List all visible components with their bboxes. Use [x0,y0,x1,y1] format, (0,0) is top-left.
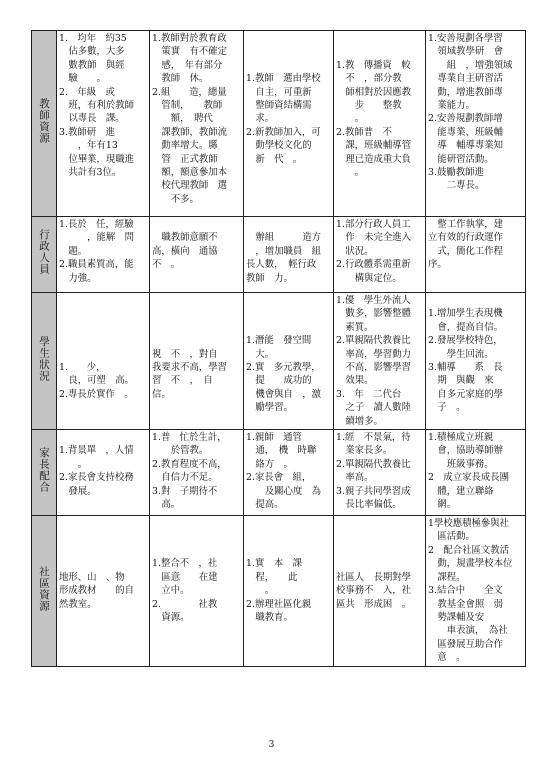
cell-text-line: 3. 年 二代台 [336,388,402,400]
table-cell [57,430,150,516]
cell-text-line: 不 ，部分教 [336,73,402,85]
cell-text-line: 新 代 。 [246,153,303,165]
cell-text-line: 勢課輔及安 [428,611,485,623]
cell-text-line: 校代理教師 選 [152,180,228,192]
cell-text-line: 絡方 。 [246,458,293,470]
cell-text-line: 共計有3位。 [59,167,122,179]
cell-text-line: 位畢業，現職進 [59,153,135,165]
cell-text-line: 視 不 ，對自 [152,348,218,360]
table-cell [334,430,426,516]
cell-text-line: 1.積極成立班親 [428,432,494,444]
cell-text-line: 2.單親隔代教養比 [336,335,411,347]
cell-text-line: 1.教師對於教育政 [152,33,227,44]
cell-text-line [336,32,423,45]
cell-text-line: 課教師，教師流 [152,126,228,138]
table-cell [57,293,150,430]
cell-text-line: 信。 [152,388,171,400]
cell-text-line: 3.教師研 進 [59,126,115,138]
cell-text-line: 2.實 多元教學， [246,362,321,374]
cell-text-line: 步 整教 [336,100,402,112]
cell-text-line: 作 未完全進入 [336,232,412,244]
cell-text-line: 整工作執掌，建 [428,219,504,230]
cell-text-line [59,530,147,543]
cell-text-line: 額，額意參加本 [152,167,228,179]
cell-text-line: ，增加職員 組 [246,245,322,257]
cell-text-line: 課程。 [428,571,466,583]
cell-text-line [152,321,241,334]
cell-text-line [428,294,523,307]
table-cell [334,31,426,217]
cell-text-line [246,45,331,58]
cell-text-line: 額， 聘代 [152,113,213,125]
cell-text-line: 長比率偏低。 [336,499,402,511]
cell-text-line: 題。 [59,245,88,257]
cell-text-line: 管 正式教師 [152,153,218,165]
table-body [32,31,526,667]
cell-text-line [59,321,147,334]
cell-text-line [246,218,331,231]
cell-text-line [246,294,331,307]
cell-text-line: 3.親子共同學習成 [336,485,411,497]
cell-text-line [246,530,331,543]
cell-text-line: 1.實 本 課 [246,558,302,570]
cell-text-line: 業能力。 [428,100,475,112]
cell-text-line: 學生回流。 [428,348,494,360]
cell-text-line [246,517,331,530]
cell-text-line: 2.家長會支持校務 [59,472,134,484]
cell-text-line: 及關心度 為 [246,485,322,497]
table-cell [244,31,334,217]
table-row-parents [32,430,526,516]
cell-text-line: 1學校應積極參與社 [428,518,509,530]
table-cell [334,293,426,430]
table-cell [150,31,244,217]
table-cell [244,217,334,293]
cell-text-line: 立中。 [152,585,190,597]
cell-text-line: 高，橫向 通協 [152,245,218,257]
cell-text-line: 率高。 [336,472,374,484]
cell-text-line: 驗 。 [59,73,106,85]
cell-text-line: 師相對於因應教 [336,86,412,98]
table-cell [244,293,334,430]
cell-text-line: 1.安善規劃各學習 [428,33,503,44]
cell-text-line: 以專長 課。 [59,113,125,125]
cell-text-line: 狀況。 [336,245,374,257]
cell-text-line [246,307,331,320]
cell-text-line: 車表演， 為社 [428,625,508,637]
cell-text-line: 勵學習。 [246,402,293,414]
cell-text-line: 1.潛能 發空間 [246,335,312,347]
cell-text-line: 3.鼓勵教師進 [428,167,484,179]
cell-text-line: ，能解 問 [59,232,135,244]
cell-text-line: 。 [336,113,365,125]
table-row-students [32,293,526,430]
row-category-label: 行政人員 [38,229,50,276]
cell-text-line: 1.親師 通管 [246,432,302,444]
table-cell [150,217,244,293]
cell-text-line: 不多。 [152,193,199,205]
table-cell [244,430,334,516]
table-cell [150,430,244,516]
cell-text-line: 2.家長會 組， [246,472,312,484]
row-category-header [32,516,57,666]
cell-text-line: 形成教材 的自 [59,585,135,597]
row-category-header [32,293,57,430]
cell-text-line: 2. 年級 或 [59,86,115,98]
cell-text-line: 大。 [246,348,275,360]
cell-text-line: 不 。 [152,259,181,271]
cell-text-line [246,32,331,45]
cell-text-line: 區發展互助合作 [428,638,504,650]
cell-text-line: 續增多。 [336,415,383,427]
swot-analysis-table [31,30,526,667]
cell-text-line: 數多，影響整體 [336,308,412,320]
cell-text-line: 感， 年有部分 [152,59,223,71]
cell-text-line [336,517,423,530]
cell-text-line [59,557,147,570]
cell-text-line: 領域教學研 會 [428,46,504,58]
cell-text-line [59,307,147,320]
cell-text-line: 。 [336,167,365,179]
cell-text-line: 教基金會照 弱 [428,598,504,610]
cell-text-line: 2.行政體系需重新 [336,259,411,271]
cell-text-line: 3.結合中 全文 [428,585,503,597]
table-cell [244,516,334,666]
cell-text-line: 班，有利於教師 [59,100,135,112]
cell-text-line: 1. 少， [59,362,106,374]
cell-text-line: 2.教師普 不 [336,126,392,138]
cell-text-line: 1.整合不 ，社 [152,558,218,570]
cell-text-line: 業家長多。 [336,445,393,457]
cell-text-line: 高。 [152,499,181,511]
cell-text-line: 自主，可重新 [246,86,312,98]
table-cell [426,293,526,430]
table-cell [426,430,526,516]
table-cell [150,293,244,430]
page-number: 3 [268,740,275,750]
cell-text-line: 專業自主研習活 [428,73,504,85]
cell-text-line: 2. 社教 [152,598,218,610]
cell-text-line [59,431,147,444]
table-cell [334,217,426,293]
cell-text-line: 於管教。 [152,445,209,457]
cell-text-line: 1.部分行政人員工 [336,219,411,230]
cell-text-line: 動，規畫學校本位 [428,558,513,570]
cell-text-line: 力強。 [59,272,97,284]
cell-text-line [152,218,241,231]
cell-text-line: 2.教育程度不高， [152,458,227,470]
cell-text-line: 1.教師 選由學校 [246,73,321,85]
cell-text-line: 1.長於 任，經驗 [59,219,134,230]
cell-text-line: 素質。 [336,321,374,333]
cell-text-line [336,45,423,58]
cell-text-line: 自信力不足。 [152,472,218,484]
cell-text-line: 率高，學習動力 [336,348,412,360]
cell-text-line: 自多元家庭的學 [428,388,504,400]
cell-text-line: 1.背景單 ，人情 [59,445,134,457]
cell-text-line: 能研習活動。 [428,153,494,165]
cell-text-line: 通， 機 時聯 [246,445,317,457]
table-row-community [32,516,526,666]
cell-text-line: 2.專長於實作 。 [59,388,134,400]
cell-text-line: 不高，影響學習 [336,362,412,374]
cell-text-line: 1.普 忙於生計， [152,432,227,444]
cell-text-line [336,544,423,557]
cell-text-line: 式，簡化工作程 [428,245,504,257]
cell-text-line: 1.經 不景氣，待 [336,432,411,444]
cell-text-line [336,530,423,543]
table-cell [57,31,150,217]
cell-text-line: 我要求不高，學習 [152,362,228,374]
cell-text-line: 網。 [428,499,457,511]
cell-text-line: 整師資結構需 [246,100,312,112]
cell-text-line [59,544,147,557]
cell-text-line: 導 輔導專業知 [428,140,504,152]
row-category-label: 社區資源 [38,565,50,612]
cell-text-line [152,294,241,307]
cell-text-line: 動學校文化的 [246,140,312,152]
row-category-label: 家長配合 [38,447,50,494]
table-cell [57,217,150,293]
cell-text-line: 資源。 [152,611,190,623]
table-row-teachers [32,31,526,217]
cell-text-line: 序。 [428,259,447,271]
cell-text-line: 社區人 長期對學 [336,571,412,583]
cell-text-line: 佔多數，大多 [59,46,125,58]
cell-text-line: 3.輔導 系 長 [428,362,503,374]
cell-text-line: 效果。 [336,375,374,387]
cell-text-line: 2.職員素質高，能 [59,259,134,271]
cell-text-line [59,517,147,530]
cell-text-line: 良，可塑 高。 [59,375,135,387]
cell-text-line: 期 與觀 來 [428,375,494,387]
cell-text-line: 程， 此 [246,571,298,583]
cell-text-line: 班級事務。 [428,458,494,470]
cell-text-line: ，年有13 [59,140,118,152]
table-cell [426,516,526,666]
cell-text-line [152,530,241,543]
cell-text-line: 動率增大。縣 [152,140,218,152]
cell-text-line: 區意 在建 [152,571,218,583]
cell-text-line: 組 ，增強領域 [428,59,513,71]
cell-text-line: 地形、山 、物 [59,571,125,583]
cell-text-line: 意 。 [428,652,466,664]
cell-text-line: 2.辦理社區化親 [246,598,312,610]
cell-text-line: 校事務不 入，社 [336,585,412,597]
cell-text-line: 長人數， 輕行政 [246,259,317,271]
cell-text-line [59,294,147,307]
table-cell [334,516,426,666]
cell-text-line: 發展。 [59,485,97,497]
cell-text-line [152,517,241,530]
table-cell [426,217,526,293]
cell-text-line: 子 。 [428,402,466,414]
cell-text-line: 會，協助導師辦 [428,445,504,457]
table-cell [57,516,150,666]
cell-text-line [152,334,241,347]
cell-text-line: 區活動。 [428,531,475,543]
table-cell [150,516,244,666]
row-category-header [32,217,57,293]
cell-text-line: 1.優 學生外流人 [336,295,411,306]
cell-text-line [246,321,331,334]
cell-text-line: 理已造成重大負 [336,153,412,165]
cell-text-line: 然教室。 [59,598,97,610]
cell-text-line: 習 不 ， 自 [152,375,213,387]
cell-text-line: 能專業、班級輔 [428,126,504,138]
cell-text-line: 構與定位。 [336,272,402,284]
cell-text-line: 2 成立家長成長團 [428,472,509,484]
cell-text-line [59,334,147,347]
cell-text-line: 求。 [246,113,275,125]
cell-text-line: 。 [246,585,275,597]
cell-text-line: 管制， 教師 [152,100,223,112]
cell-text-line [246,59,331,72]
cell-text-line: 二專長。 [428,180,485,192]
cell-text-line [152,307,241,320]
cell-text-line: 2.發展學校特色， [428,335,503,347]
table-cell [426,31,526,217]
cell-text-line: 2.單親隔代教養比 [336,458,411,470]
cell-text-line: 職教育。 [246,611,293,623]
cell-text-line: 2.組 造，總量 [152,86,227,98]
cell-text-line [336,557,423,570]
cell-text-line: 機會與自 ，激 [246,388,322,400]
cell-text-line: 動，增進教師專 [428,86,504,98]
cell-text-line: 之子 讀人數陸 [336,402,412,414]
cell-text-line: 1.增加學生表現機 [428,308,503,320]
cell-text-line: 提高。 [246,499,284,511]
row-category-header [32,31,57,217]
cell-text-line: 職教師意願不 [152,232,218,244]
cell-text-line: 2 配合社區文教活 [428,544,509,556]
cell-text-line [59,348,147,361]
row-category-header [32,430,57,516]
cell-text-line: 教師 休。 [152,73,209,85]
cell-text-line: 2.新教師加入，可 [246,126,321,138]
row-category-label: 學生狀況 [38,335,50,382]
cell-text-line: 體，建立聯絡 [428,485,494,497]
cell-text-line [152,544,241,557]
row-category-label: 教師資源 [38,98,50,145]
cell-text-line: 課，班級輔導管 [336,140,412,152]
cell-text-line: 3.對 子期待不 [152,485,218,497]
cell-text-line: 辦組 造方 [246,232,322,244]
cell-text-line: 區共 形成困 。 [336,598,412,610]
cell-text-line [246,544,331,557]
cell-text-line: 。 [59,458,88,470]
cell-text-line: 立有效的行政運作 [428,232,504,244]
cell-text-line: 數教師 與經 [59,59,125,71]
cell-text-line: 2.安善規劃教師增 [428,113,503,125]
cell-text-line: 1. 均年 約35 [59,33,127,44]
table-row-admin-staff [32,217,526,293]
cell-text-line: 會，提高自信。 [428,321,504,333]
cell-text-line: 1.教 傳播資 較 [336,59,411,71]
cell-text-line: 策實 有不確定 [152,46,228,58]
cell-text-line: 教師 力。 [246,272,293,284]
cell-text-line: 提 成功的 [246,375,312,387]
